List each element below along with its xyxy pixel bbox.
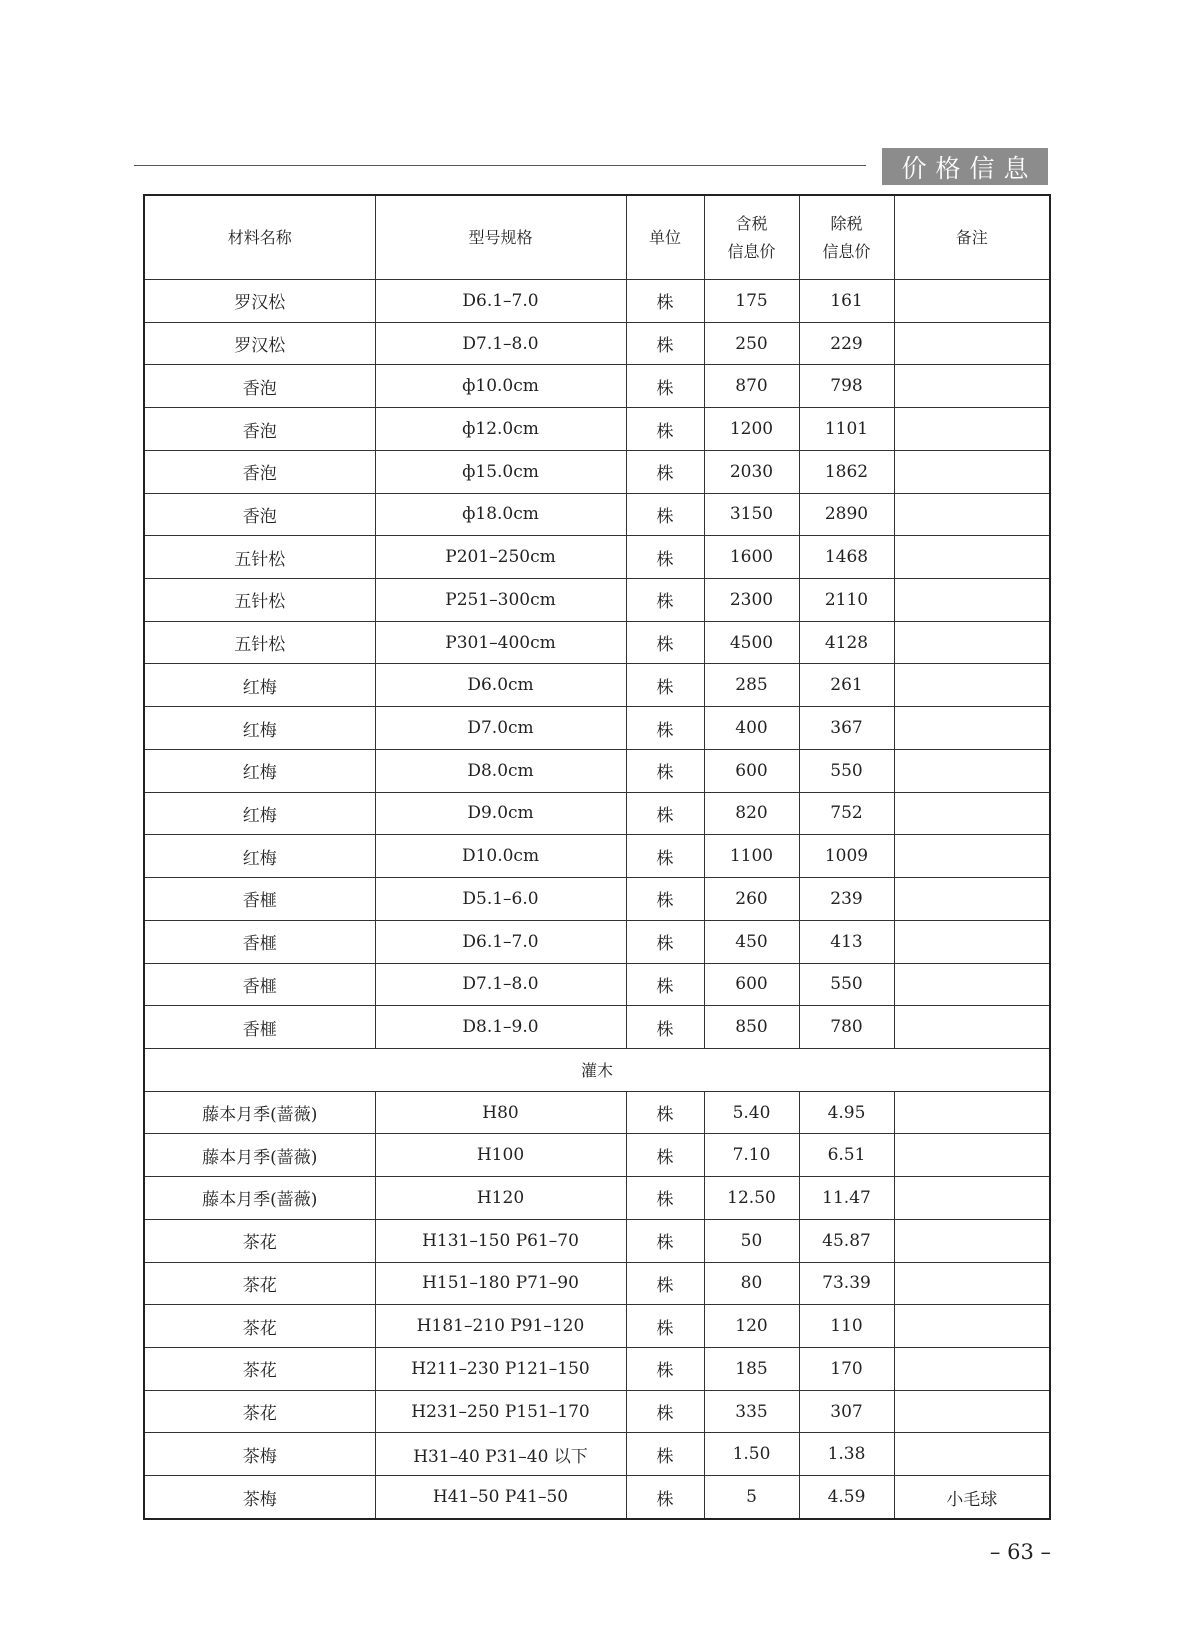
cell-price-tax-excluded: 4.59 xyxy=(799,1476,894,1518)
table-row xyxy=(145,1134,1049,1177)
cell-price-tax-included: 250 xyxy=(704,322,799,365)
cell-price-tax-included: 870 xyxy=(704,365,799,408)
table-row xyxy=(145,450,1049,493)
table-row xyxy=(145,835,1049,878)
table-row xyxy=(145,621,1049,664)
cell-price-tax-excluded: 550 xyxy=(799,963,894,1006)
cell-spec: H41–50 P41–50 xyxy=(375,1476,626,1518)
cell-remark xyxy=(894,920,1049,963)
cell-spec: P251–300cm xyxy=(375,579,626,622)
cell-spec: H211–230 P121–150 xyxy=(375,1347,626,1390)
col-header-line: 信息价 xyxy=(727,241,776,261)
cell-unit: 株 xyxy=(626,621,704,664)
cell-remark xyxy=(894,749,1049,792)
table-row xyxy=(145,408,1049,451)
cell-spec: D7.1–8.0 xyxy=(375,963,626,1006)
table-header-row xyxy=(145,196,1049,280)
cell-unit: 株 xyxy=(626,1219,704,1262)
cell-name: 茶梅 xyxy=(145,1433,375,1476)
cell-spec: D7.0cm xyxy=(375,707,626,750)
table-row xyxy=(145,1390,1049,1433)
cell-remark xyxy=(894,1219,1049,1262)
cell-spec: H100 xyxy=(375,1134,626,1177)
cell-name: 红梅 xyxy=(145,835,375,878)
category-label: 灌木 xyxy=(145,1048,1049,1091)
cell-spec: D6.1–7.0 xyxy=(375,920,626,963)
cell-name: 罗汉松 xyxy=(145,280,375,323)
cell-unit: 株 xyxy=(626,536,704,579)
cell-remark xyxy=(894,1177,1049,1220)
table-row xyxy=(145,920,1049,963)
cell-remark xyxy=(894,1390,1049,1433)
cell-spec: D8.0cm xyxy=(375,749,626,792)
cell-spec: D6.0cm xyxy=(375,664,626,707)
cell-name: 茶花 xyxy=(145,1390,375,1433)
cell-remark xyxy=(894,493,1049,536)
table-row xyxy=(145,1219,1049,1262)
cell-price-tax-excluded: 2890 xyxy=(799,493,894,536)
cell-price-tax-excluded: 413 xyxy=(799,920,894,963)
cell-spec: ф15.0cm xyxy=(375,450,626,493)
cell-name: 香榧 xyxy=(145,1006,375,1049)
cell-name: 红梅 xyxy=(145,749,375,792)
table-row xyxy=(145,792,1049,835)
cell-spec: H181–210 P91–120 xyxy=(375,1305,626,1348)
cell-price-tax-excluded: 229 xyxy=(799,322,894,365)
cell-price-tax-included: 80 xyxy=(704,1262,799,1305)
cell-spec: H131–150 P61–70 xyxy=(375,1219,626,1262)
table-row xyxy=(145,963,1049,1006)
cell-unit: 株 xyxy=(626,1476,704,1518)
cell-name: 茶花 xyxy=(145,1262,375,1305)
cell-price-tax-excluded: 550 xyxy=(799,749,894,792)
cell-price-tax-included: 335 xyxy=(704,1390,799,1433)
cell-unit: 株 xyxy=(626,579,704,622)
cell-price-tax-included: 5 xyxy=(704,1476,799,1518)
cell-price-tax-excluded: 161 xyxy=(799,280,894,323)
cell-remark xyxy=(894,408,1049,451)
cell-unit: 株 xyxy=(626,1305,704,1348)
cell-price-tax-included: 285 xyxy=(704,664,799,707)
cell-name: 五针松 xyxy=(145,579,375,622)
cell-price-tax-excluded: 239 xyxy=(799,878,894,921)
cell-unit: 株 xyxy=(626,707,704,750)
table-row xyxy=(145,1305,1049,1348)
cell-price-tax-excluded: 4.95 xyxy=(799,1091,894,1134)
cell-price-tax-included: 5.40 xyxy=(704,1091,799,1134)
col-header-price-tax-excluded xyxy=(799,196,894,280)
cell-unit: 株 xyxy=(626,1006,704,1049)
cell-price-tax-included: 7.10 xyxy=(704,1134,799,1177)
cell-remark xyxy=(894,536,1049,579)
cell-remark xyxy=(894,1305,1049,1348)
cell-price-tax-included: 820 xyxy=(704,792,799,835)
cell-unit: 株 xyxy=(626,878,704,921)
cell-price-tax-excluded: 170 xyxy=(799,1347,894,1390)
table-row xyxy=(145,280,1049,323)
cell-price-tax-excluded: 1.38 xyxy=(799,1433,894,1476)
col-header-line: 信息价 xyxy=(822,241,871,261)
table-row xyxy=(145,1476,1049,1518)
cell-spec: D10.0cm xyxy=(375,835,626,878)
cell-price-tax-excluded: 2110 xyxy=(799,579,894,622)
cell-name: 茶梅 xyxy=(145,1476,375,1518)
cell-spec: H31–40 P31–40 以下 xyxy=(375,1433,626,1476)
cell-price-tax-excluded: 1862 xyxy=(799,450,894,493)
cell-price-tax-included: 1600 xyxy=(704,536,799,579)
cell-remark xyxy=(894,1433,1049,1476)
cell-spec: D5.1–6.0 xyxy=(375,878,626,921)
cell-price-tax-excluded: 6.51 xyxy=(799,1134,894,1177)
cell-remark xyxy=(894,450,1049,493)
cell-price-tax-excluded: 110 xyxy=(799,1305,894,1348)
cell-price-tax-excluded: 1009 xyxy=(799,835,894,878)
table-row xyxy=(145,1006,1049,1049)
cell-unit: 株 xyxy=(626,749,704,792)
table-row xyxy=(145,878,1049,921)
table-row xyxy=(145,1177,1049,1220)
cell-price-tax-included: 850 xyxy=(704,1006,799,1049)
cell-price-tax-excluded: 1101 xyxy=(799,408,894,451)
cell-spec: P301–400cm xyxy=(375,621,626,664)
cell-remark xyxy=(894,1091,1049,1134)
cell-name: 茶花 xyxy=(145,1305,375,1348)
table-body xyxy=(145,280,1049,1519)
cell-remark xyxy=(894,707,1049,750)
cell-price-tax-excluded: 45.87 xyxy=(799,1219,894,1262)
cell-unit: 株 xyxy=(626,322,704,365)
table-row xyxy=(145,1433,1049,1476)
cell-remark xyxy=(894,322,1049,365)
cell-name: 红梅 xyxy=(145,664,375,707)
cell-price-tax-included: 50 xyxy=(704,1219,799,1262)
cell-remark xyxy=(894,280,1049,323)
cell-name: 香泡 xyxy=(145,365,375,408)
cell-spec: ф18.0cm xyxy=(375,493,626,536)
cell-unit: 株 xyxy=(626,1433,704,1476)
cell-spec: H231–250 P151–170 xyxy=(375,1390,626,1433)
cell-remark xyxy=(894,1347,1049,1390)
header-rule xyxy=(134,165,866,166)
cell-price-tax-excluded: 261 xyxy=(799,664,894,707)
col-header-name: 材料名称 xyxy=(145,196,375,280)
cell-price-tax-included: 600 xyxy=(704,963,799,1006)
cell-price-tax-included: 2300 xyxy=(704,579,799,622)
cell-price-tax-excluded: 780 xyxy=(799,1006,894,1049)
cell-unit: 株 xyxy=(626,1347,704,1390)
cell-name: 香泡 xyxy=(145,408,375,451)
cell-unit: 株 xyxy=(626,408,704,451)
cell-remark: 小毛球 xyxy=(894,1476,1049,1518)
cell-price-tax-included: 2030 xyxy=(704,450,799,493)
cell-unit: 株 xyxy=(626,792,704,835)
cell-remark xyxy=(894,579,1049,622)
table-row xyxy=(145,1262,1049,1305)
cell-price-tax-included: 450 xyxy=(704,920,799,963)
cell-price-tax-included: 400 xyxy=(704,707,799,750)
cell-name: 香泡 xyxy=(145,493,375,536)
cell-spec: D6.1–7.0 xyxy=(375,280,626,323)
cell-spec: H80 xyxy=(375,1091,626,1134)
cell-spec: P201–250cm xyxy=(375,536,626,579)
cell-price-tax-excluded: 73.39 xyxy=(799,1262,894,1305)
cell-price-tax-excluded: 798 xyxy=(799,365,894,408)
table-row xyxy=(145,1091,1049,1134)
cell-remark xyxy=(894,1134,1049,1177)
table-row xyxy=(145,1347,1049,1390)
cell-remark xyxy=(894,792,1049,835)
cell-price-tax-included: 175 xyxy=(704,280,799,323)
cell-price-tax-excluded: 11.47 xyxy=(799,1177,894,1220)
table-row xyxy=(145,493,1049,536)
cell-price-tax-excluded: 4128 xyxy=(799,621,894,664)
col-header-spec: 型号规格 xyxy=(375,196,626,280)
cell-name: 香榧 xyxy=(145,878,375,921)
cell-name: 茶花 xyxy=(145,1347,375,1390)
table-row xyxy=(145,749,1049,792)
cell-spec: H151–180 P71–90 xyxy=(375,1262,626,1305)
table-row xyxy=(145,365,1049,408)
cell-unit: 株 xyxy=(626,664,704,707)
cell-price-tax-included: 600 xyxy=(704,749,799,792)
cell-unit: 株 xyxy=(626,493,704,536)
cell-unit: 株 xyxy=(626,280,704,323)
cell-price-tax-included: 4500 xyxy=(704,621,799,664)
cell-price-tax-excluded: 307 xyxy=(799,1390,894,1433)
cell-name: 茶花 xyxy=(145,1219,375,1262)
cell-unit: 株 xyxy=(626,365,704,408)
table-row xyxy=(145,579,1049,622)
cell-spec: ф10.0cm xyxy=(375,365,626,408)
cell-name: 香泡 xyxy=(145,450,375,493)
cell-spec: D9.0cm xyxy=(375,792,626,835)
col-header-line: 含税 xyxy=(735,213,768,233)
col-header-unit: 单位 xyxy=(626,196,704,280)
cell-remark xyxy=(894,878,1049,921)
cell-price-tax-excluded: 367 xyxy=(799,707,894,750)
table-row xyxy=(145,707,1049,750)
cell-price-tax-excluded: 752 xyxy=(799,792,894,835)
cell-spec: ф12.0cm xyxy=(375,408,626,451)
cell-name: 香榧 xyxy=(145,920,375,963)
cell-name: 红梅 xyxy=(145,707,375,750)
cell-name: 罗汉松 xyxy=(145,322,375,365)
cell-spec: D8.1–9.0 xyxy=(375,1006,626,1049)
cell-price-tax-included: 120 xyxy=(704,1305,799,1348)
section-title: 价格信息 xyxy=(882,148,1048,185)
cell-name: 藤本月季(蔷薇) xyxy=(145,1177,375,1220)
cell-unit: 株 xyxy=(626,920,704,963)
cell-name: 五针松 xyxy=(145,536,375,579)
cell-unit: 株 xyxy=(626,1091,704,1134)
cell-price-tax-included: 1.50 xyxy=(704,1433,799,1476)
cell-remark xyxy=(894,1006,1049,1049)
cell-unit: 株 xyxy=(626,1177,704,1220)
table-row xyxy=(145,322,1049,365)
cell-remark xyxy=(894,365,1049,408)
col-header-price-tax-included xyxy=(704,196,799,280)
cell-price-tax-included: 260 xyxy=(704,878,799,921)
col-header-line: 除税 xyxy=(830,213,863,233)
table-row xyxy=(145,536,1049,579)
cell-price-tax-included: 1200 xyxy=(704,408,799,451)
cell-unit: 株 xyxy=(626,450,704,493)
cell-remark xyxy=(894,835,1049,878)
cell-price-tax-included: 185 xyxy=(704,1347,799,1390)
cell-name: 藤本月季(蔷薇) xyxy=(145,1091,375,1134)
cell-remark xyxy=(894,621,1049,664)
cell-unit: 株 xyxy=(626,1134,704,1177)
cell-price-tax-included: 1100 xyxy=(704,835,799,878)
cell-remark xyxy=(894,1262,1049,1305)
col-header-remark: 备注 xyxy=(894,196,1049,280)
cell-unit: 株 xyxy=(626,835,704,878)
cell-unit: 株 xyxy=(626,1390,704,1433)
cell-spec: D7.1–8.0 xyxy=(375,322,626,365)
cell-name: 香榧 xyxy=(145,963,375,1006)
cell-unit: 株 xyxy=(626,1262,704,1305)
cell-unit: 株 xyxy=(626,963,704,1006)
cell-name: 红梅 xyxy=(145,792,375,835)
price-table xyxy=(143,194,1051,1520)
cell-spec: H120 xyxy=(375,1177,626,1220)
cell-price-tax-excluded: 1468 xyxy=(799,536,894,579)
cell-price-tax-included: 3150 xyxy=(704,493,799,536)
cell-remark xyxy=(894,664,1049,707)
cell-price-tax-included: 12.50 xyxy=(704,1177,799,1220)
category-row xyxy=(145,1048,1049,1091)
table-row xyxy=(145,664,1049,707)
cell-name: 五针松 xyxy=(145,621,375,664)
page-number: – 63 – xyxy=(989,1540,1051,1564)
cell-name: 藤本月季(蔷薇) xyxy=(145,1134,375,1177)
cell-remark xyxy=(894,963,1049,1006)
